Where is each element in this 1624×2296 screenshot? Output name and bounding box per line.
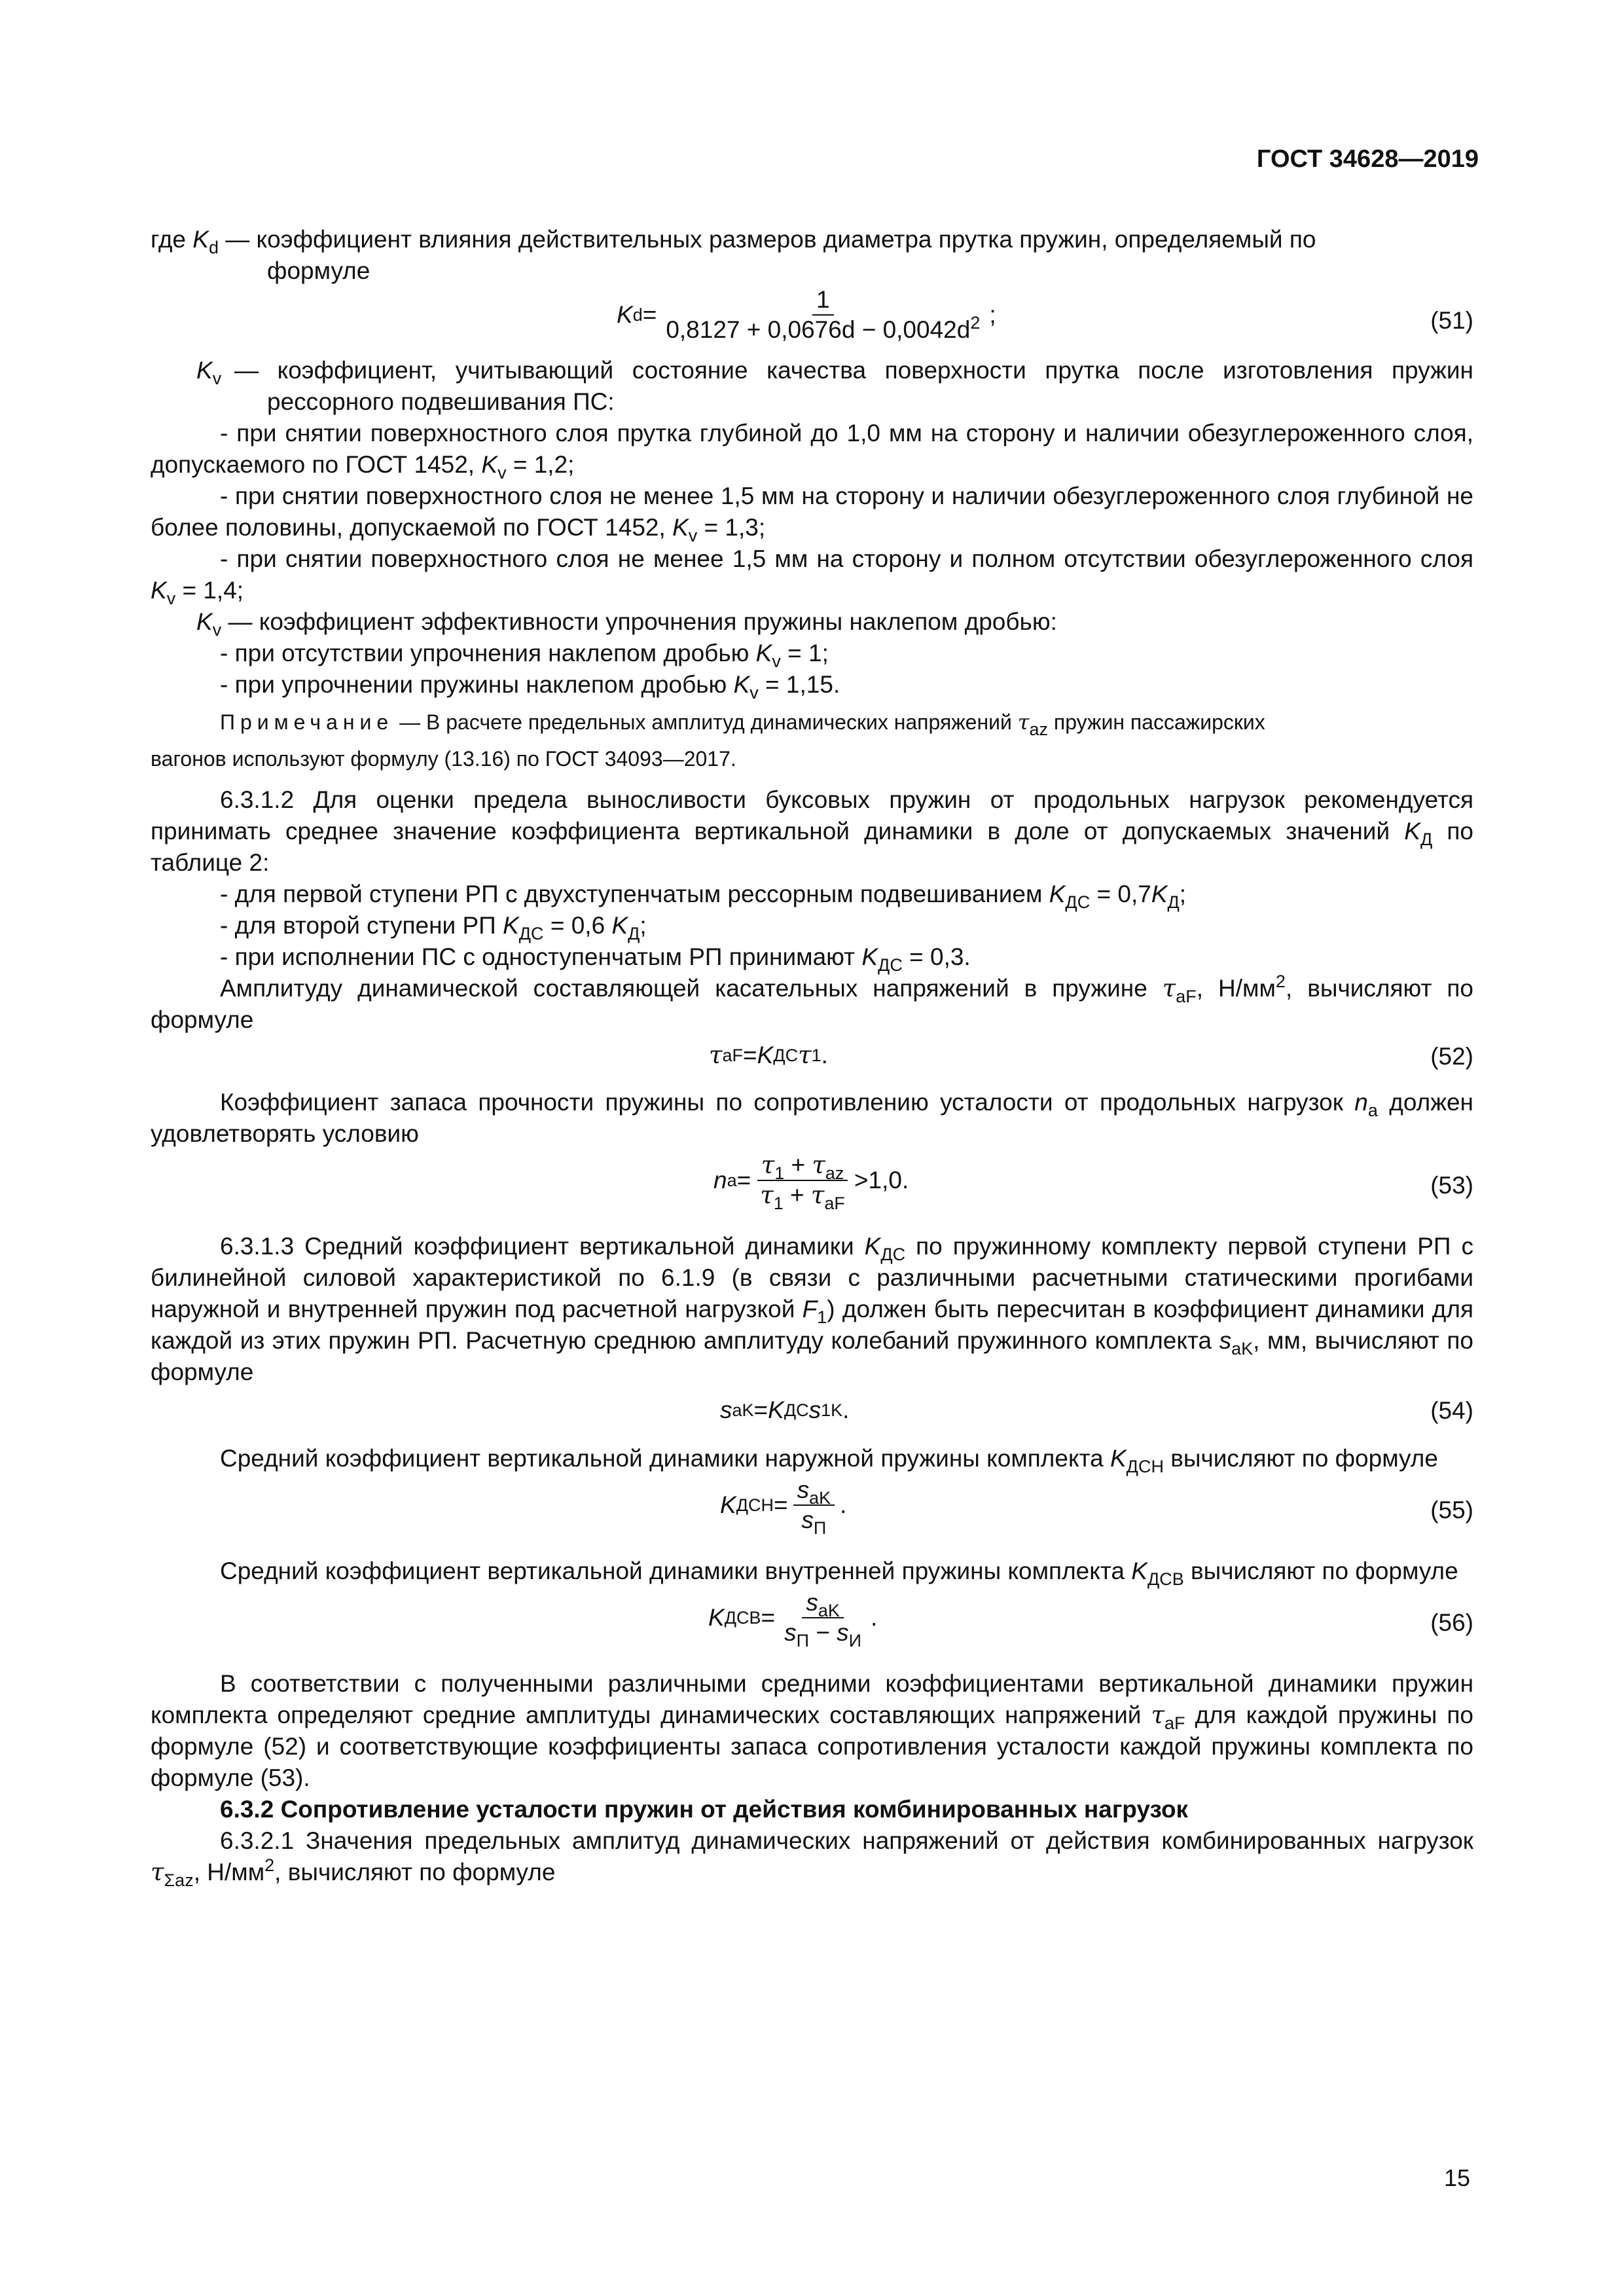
formula-54: s aK = K ДС s 1K . (54)	[151, 1388, 1473, 1434]
page-number: 15	[1443, 2164, 1470, 2191]
paragraph-6-3-2-1: 6.3.2.1 Значения предельных амплитуд динамических напряжений от действия комбинированных нагрузок $\tau_{\Sigma az}$, $Н/мм^2$, вычисляют по формуле	[151, 1827, 1473, 1890]
formula-51-number: (51)	[1430, 307, 1473, 334]
paragraph-6-3-1-2: 6.3.1.2 Для оценки предела выносливости буксовых пружин от продольных нагрузок рекомендуется принимать среднее значение коэффициента вертикальной динамики в доле от допускаемых значений $K_Д$ по таблице 2:	[151, 786, 1473, 876]
note-cont: вагонов используют формулу (13.16) по ГОСТ 34093—2017.	[151, 747, 736, 771]
formula-53-fraction: $\frac{\tau_1 + \tau_{az}}{\tau_1 + \tau_{aF}}$	[756, 1152, 849, 1209]
list-item: - при снятии поверхностного слоя прутка глубиной до 1,0 мм на сторону и наличии обезуглероженного слоя, допускаемого по ГОСТ 1452, $K_v = 1,2$;	[151, 420, 1473, 483]
list-item: - при упрочнении пружины наклепом дробью $K_v = 1,15$.	[220, 671, 840, 702]
list-item: - для первой ступени РП с двухступенчатым рессорным подвешиванием $K_{ДС} = 0,7K_Д$;	[220, 881, 1187, 912]
formula-52-number: (52)	[1430, 1043, 1473, 1070]
paragraph-accordance: В соответствии с полученными различными средними коэффициентами вертикальной динамики пружин комплекта определяют средние амплитуды динамических составляющих напряжений $\tau_{aF}$ для каждой пружины по формуле (52) и соответствующие коэффициенты запаса сопротивления усталости каждой пружины комплекта по формуле (53).	[151, 1670, 1474, 1791]
formula-53-number: (53)	[1430, 1172, 1473, 1199]
formula-56-fraction: $\frac{s_{aK}}{s_П - s_И}$	[784, 1589, 862, 1650]
formula-53: n a = $\frac{\tau_1 + \tau_{az}}{\tau_1 + \tau_{aF}}$ >1,0. (53)	[713, 1151, 1473, 1213]
kd-definition-cont: формуле	[267, 257, 370, 284]
formula-56-number: (56)	[1430, 1609, 1473, 1636]
kv-peening-definition: $K_v$ — коэффициент эффективности упрочнения пружины наклепом дробью:	[196, 608, 1057, 640]
section-heading-6-3-2: 6.3.2 Сопротивление усталости пружин от действия комбинированных нагрузок	[220, 1796, 1189, 1823]
formula-52: τ aF = K ДС τ 1 . (52)	[151, 1036, 1473, 1078]
formula-51-fraction: $\frac{1}{0,8127 + 0,0676d - 0,0042d^2}$	[666, 286, 981, 343]
list-item: - при исполнении ПС с одноступенчатым РП принимают $K_{ДС} = 0,3$.	[220, 943, 971, 975]
formula-54-number: (54)	[1430, 1397, 1473, 1424]
paragraph-kdsv: Средний коэффициент вертикальной динамики внутренней пружины комплекта $K_{ДСВ}$ вычисляют по формуле	[220, 1558, 1458, 1589]
formula-51: K d = $\frac{1}{0,8127 + 0,0676d - 0,0042d^2}$ ; (51)	[617, 286, 1473, 343]
list-item: - при отсутствии упрочнения наклепом дробью $K_v = 1$;	[220, 640, 829, 671]
list-item: - для второй ступени РП $K_{ДС} = 0,6$ $K_Д$;	[220, 912, 647, 943]
paragraph-kdsn: Средний коэффициент вертикальной динамики наружной пружины комплекта $K_{ДСН}$ вычисляют по формуле	[220, 1445, 1438, 1476]
paragraph-safety-factor: Коэффициент запаса прочности пружины по сопротивлению усталости от продольных нагрузок $n_a$ должен удовлетворять условию	[151, 1089, 1473, 1147]
document-header: ГОСТ 34628—2019	[1256, 145, 1479, 173]
kd-definition: где $K_d$ — коэффициент влияния действительных размеров диаметра прутка пружин, определяемый по	[151, 226, 1316, 257]
list-item: - при снятии поверхностного слоя не менее 1,5 мм на сторону и наличии обезуглероженного слоя глубиной не более половины, допускаемой по ГОСТ 1452, $K_v = 1,3$;	[151, 483, 1473, 545]
formula-56: K ДСВ = $\frac{s_{aK}}{s_П - s_И}$ . (56)	[708, 1589, 1473, 1650]
paragraph-6-3-1-3: 6.3.1.3 Средний коэффициент вертикальной динамики $K_{ДС}$ по пружинному комплекту первой ступени РП с билинейной силовой характеристикой по 6.1.9 (в связи с различными расчетными статическими прогибами наружной и внутренней пружин под расчетной нагрузкой $F_1$) должен быть пересчитан в коэффициент динамики для каждой из этих пружин РП. Расчетную среднюю амплитуду колебаний пружинного комплекта $s_{aK}$, мм, вычисляют по формуле	[151, 1233, 1474, 1385]
formula-55-fraction: $\frac{s_{aK}}{s_П}$	[793, 1477, 835, 1533]
paragraph-amplitude: Амплитуду динамической составляющей касательных напряжений в пружине $\tau_{aF}$, $Н/мм^2$, вычисляют по формуле	[151, 972, 1474, 1033]
list-item: - при снятии поверхностного слоя не менее 1,5 мм на сторону и полном отсутствии обезуглероженного слоя $K_v = 1,4$;	[151, 545, 1473, 608]
note: Примечание — В расчете предельных амплитуд динамических напряжений $\tau_{az}$ пружин пассажирских	[220, 710, 1265, 739]
formula-55: K ДСН = $\frac{s_{aK}}{s_П}$ . (55)	[720, 1476, 1473, 1538]
kv-surface-definition: $K_v$ — коэффициент, учитывающий состояние качества поверхности прутка после изготовления пружин рессорного подвешивания ПС:	[196, 357, 1473, 415]
formula-55-number: (55)	[1430, 1497, 1473, 1523]
document-body	[151, 224, 1473, 1888]
